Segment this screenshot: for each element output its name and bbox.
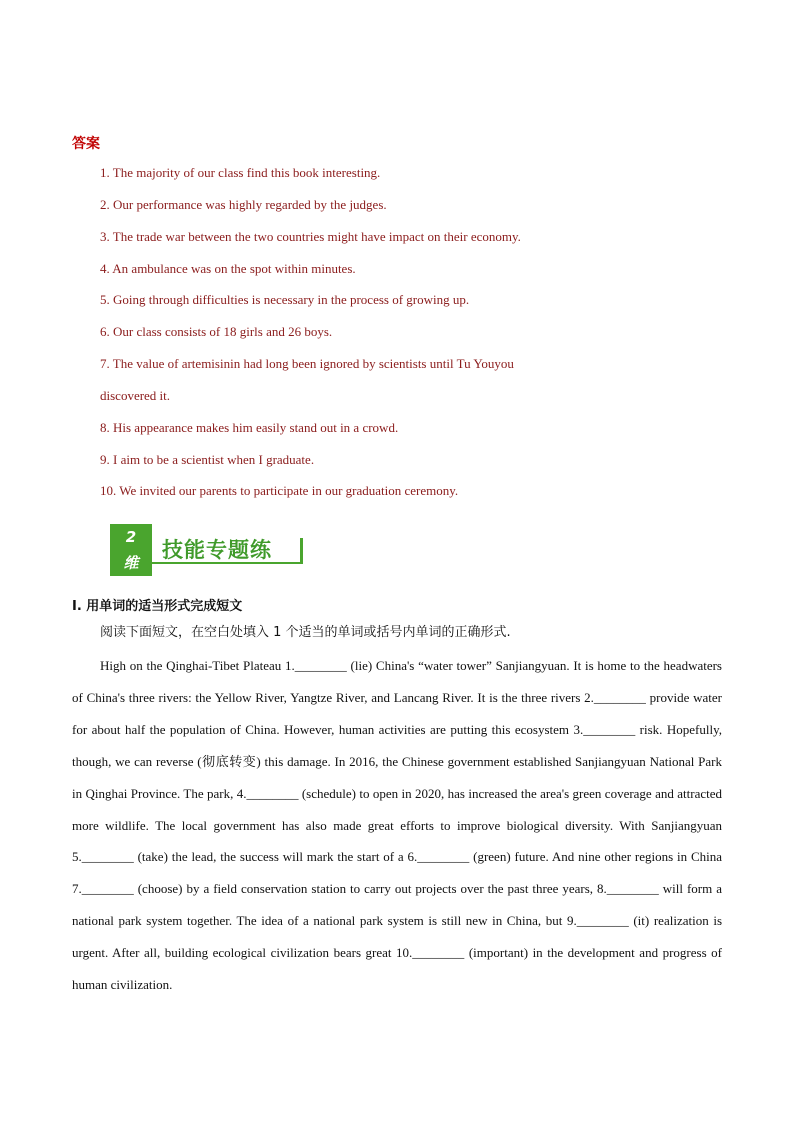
answer-line: 5. Going through difficulties is necessary in the process of growing up. [100,292,470,307]
banner-end-mark [300,538,303,564]
skill-practice-banner [110,524,306,578]
cloze-passage: High on the Qinghai-Tibet Plateau 1.________ (lie) China's “water tower” Sanjiangyuan. It is home to the headwaters of China's three rivers: the Yellow River, Yangtze River, and Lancang River. It is the three rivers 2.________ provide water for about half the population of China. However, human activities are putting this ecosystem 3.________ risk. Hopefully, though, we can reverse (彻底转变) this damage. In 2016, the Chinese government established Sanjiangyuan National Park in Qinghai Province. The park, 4.________ (schedule) to open in 2020, has increased the area's green coverage and attracted more wildlife. The local government has also made great efforts to improve biological diversity. With Sanjiangyuan 5.________ (take) the lead, the success will mark the start of a 6.________ (green) future. And nine other regions in China 7.________ (choose) by a field conservation station to carry out projects over the past three years, 8.________ will form a national park system together. The idea of a national park system is still new in China, but 9.________ (it) realization is urgent. After all, building ecological civilization bears great 10.________ (important) in the development and progress of human civilization. [72,658,722,993]
banner-title: 技能专题练 [162,538,272,562]
answer-line: 3. The trade war between the two countries might have impact on their economy. [100,229,521,244]
section-heading: I. 用单词的适当形式完成短文 [72,599,243,614]
answers-heading: 答案 [72,136,100,152]
answer-line: 7. The value of artemisinin had long been ignored by scientists until Tu Youyou [100,356,514,371]
banner-underline [152,562,302,564]
answer-line: 10. We invited our parents to participate in our graduation ceremony. [100,483,459,498]
badge-number: 2 [125,528,137,546]
badge-char: 维 [123,554,139,572]
instruction-text: 阅读下面短文，在空白处填入 1 个适当的单词或括号内单词的正确形式. [100,625,511,640]
answer-line: discovered it. [100,388,171,403]
answer-line: 2. Our performance was highly regarded by the judges. [100,197,387,212]
answer-line: 9. I aim to be a scientist when I graduate. [100,452,315,467]
answer-line: 4. An ambulance was on the spot within minutes. [100,261,356,276]
answer-line: 6. Our class consists of 18 girls and 26 boys. [100,324,333,339]
banner-badge [110,524,152,576]
answer-line: 1. The majority of our class find this book interesting. [100,165,381,180]
answer-line: 8. His appearance makes him easily stand out in a crowd. [100,420,399,435]
